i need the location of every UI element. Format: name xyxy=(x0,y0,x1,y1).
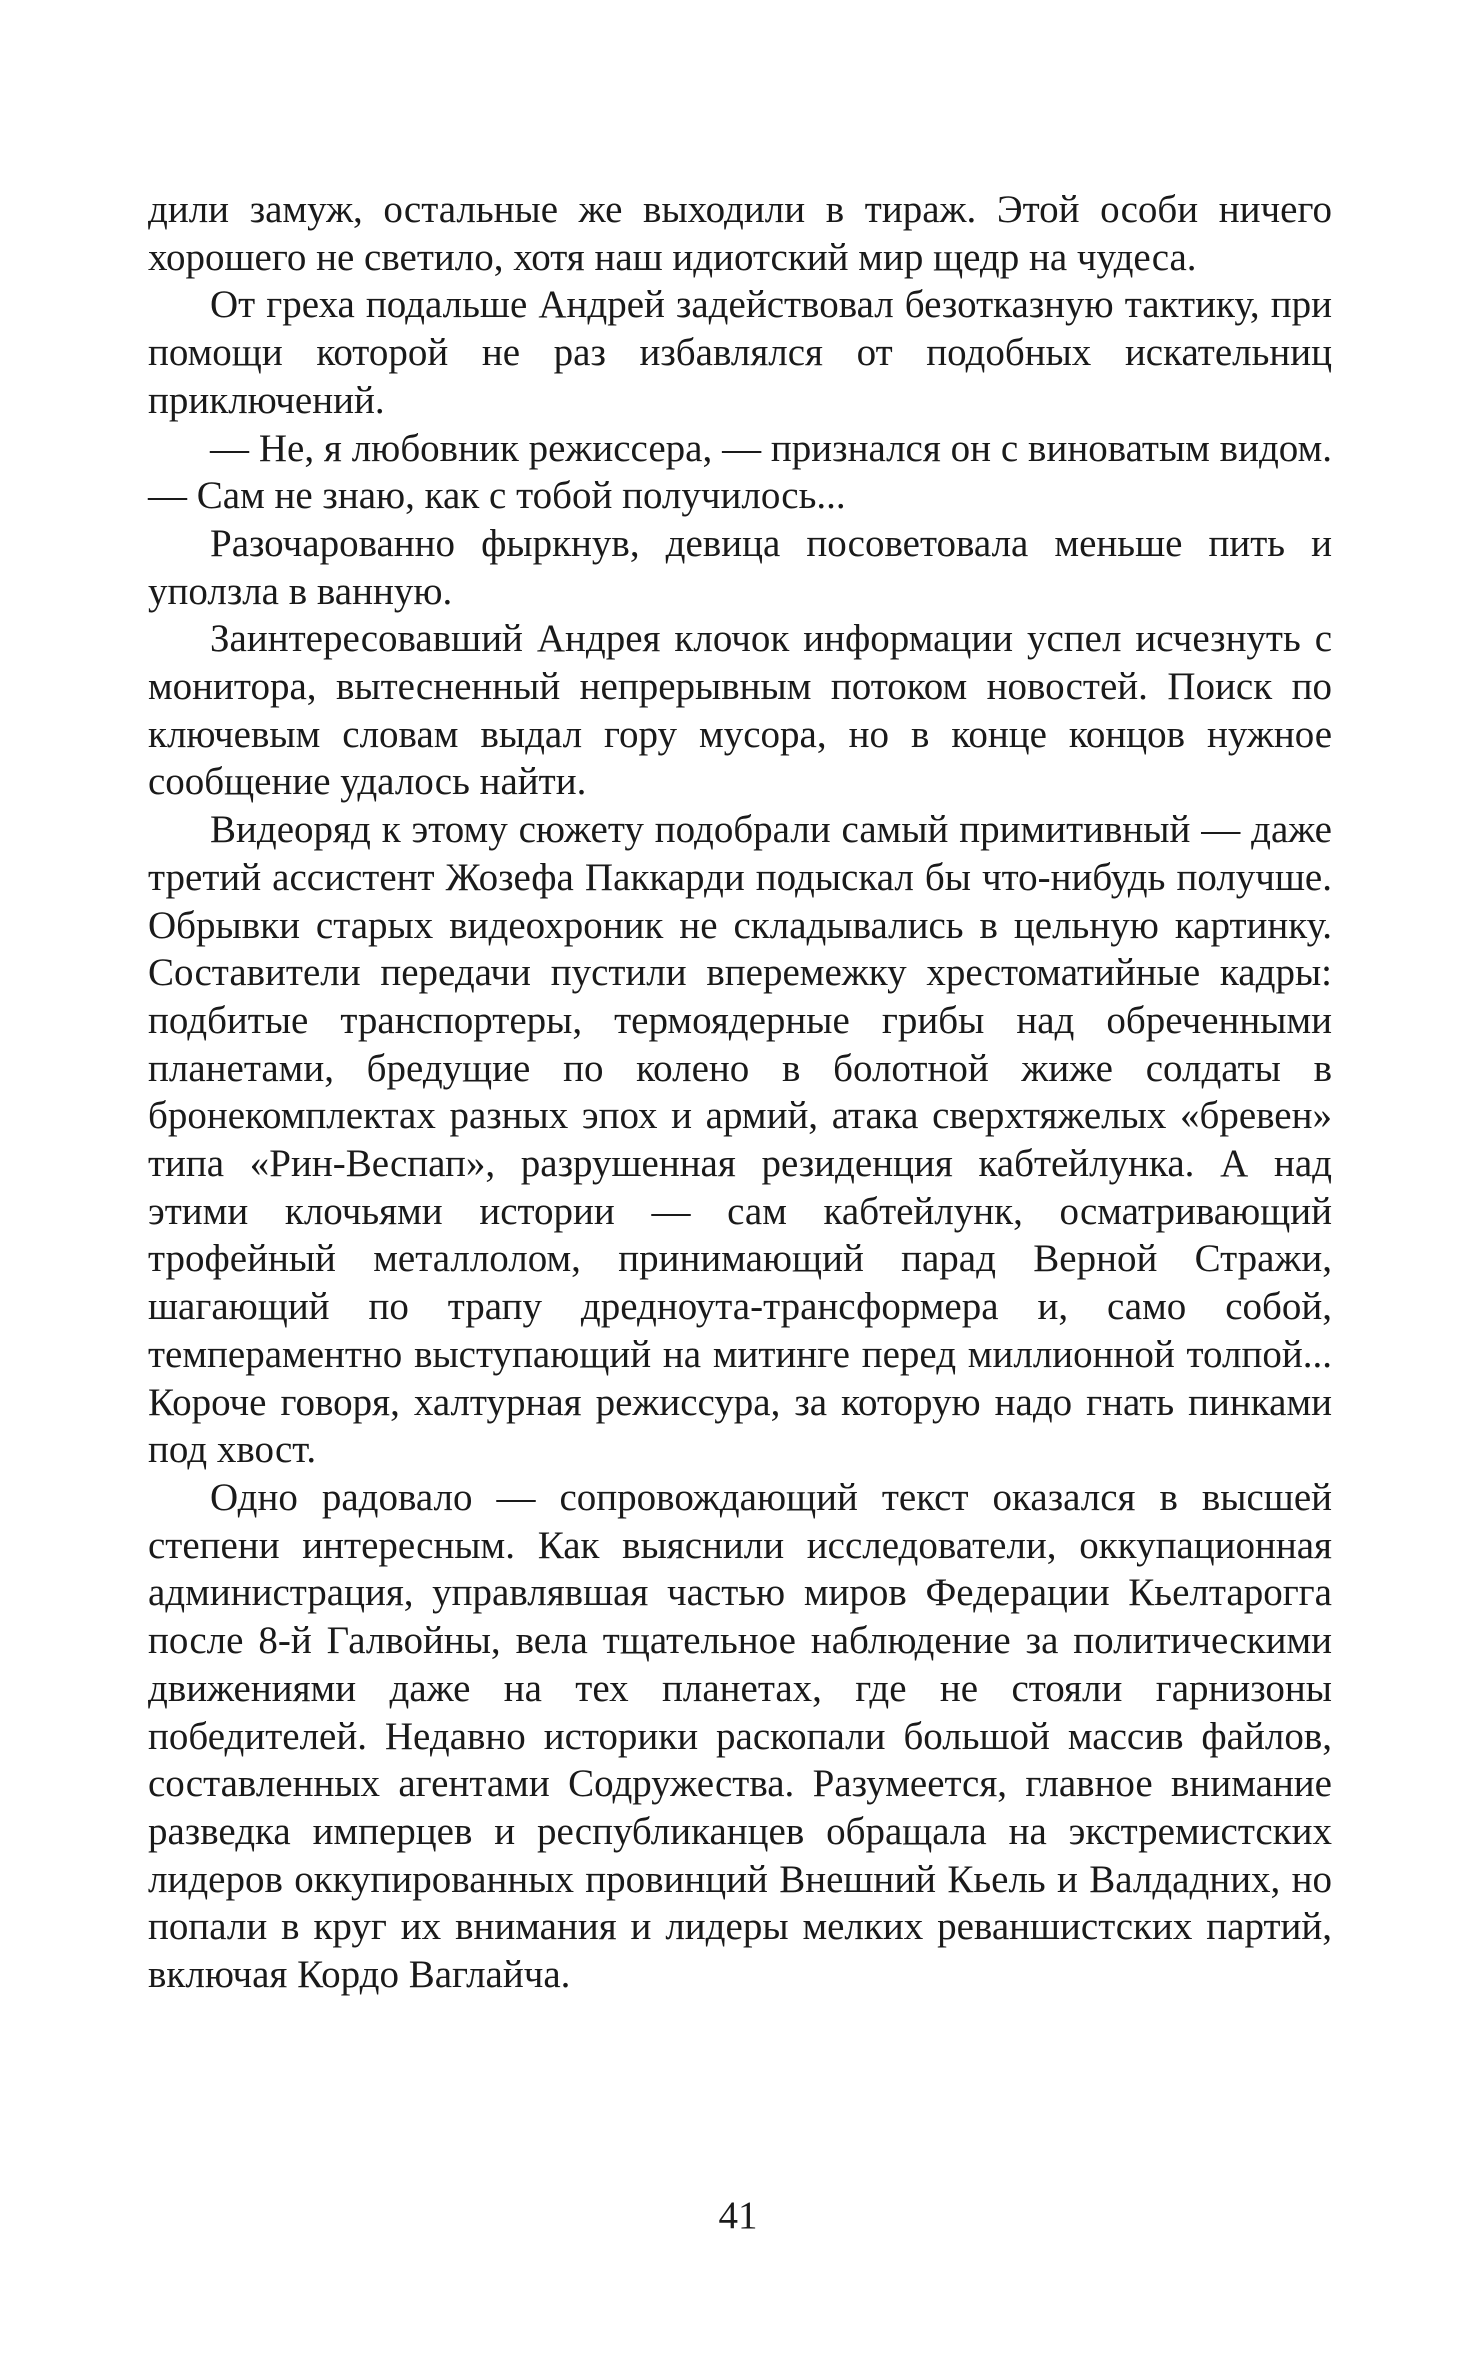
body-text xyxy=(148,186,1332,1999)
paragraph-2: От греха подальше Андрей задействовал безотказную тактику, при помощи которой не раз избавлялся от подобных искательниц приключений. xyxy=(148,283,1332,422)
paragraph-3: — Не, я любовник режиссера, — признался он с виноватым видом. — Сам не знаю, как с тобой получилось... xyxy=(148,426,1332,518)
paragraph-7: Одно радовало — сопровождающий текст оказался в высшей степени интересным. Как выяснили исследователи, оккупационная администрация, управлявшая частью миров Федерации Кьелтарогга после 8-й Галвойны, вела тщательное наблюдение за политическими движениями даже на тех планетах, где не стояли гарнизоны победителей. Недавно историки раскопали большой массив файлов, составленных агентами Содружества. Разумеется, главное внимание разведка имперцев и республиканцев обращала на экстремистских лидеров оккупированных провинций Внешний Кьель и Валдадних, но попали в круг их внимания и лидеры мелких реваншистских партий, включая Кордо Ваглайча. xyxy=(148,1475,1332,1997)
paragraph-4: Разочарованно фыркнув, девица посоветовала меньше пить и уползла в ванную. xyxy=(148,521,1332,613)
page-number: 41 xyxy=(718,2194,758,2237)
paragraph-6: Видеоряд к этому сюжету подобрали самый примитивный — даже третий ассистент Жозефа Паккарди подыскал бы что-нибудь получше. Обрывки старых видеохроник не складывались в цельную картинку. Составители передачи пустили вперемежку хрестоматийные кадры: подбитые транспортеры, термоядерные грибы над обреченными планетами, бредущие по колено в болотной жиже солдаты в бронекомплектах разных эпох и армий, атака сверхтяжелых «бревен» типа «Рин-Веспап», разрушенная резиденция кабтейлунка. А над этими клочьями истории — сам кабтейлунк, осматривающий трофейный металлолом, принимающий парад Верной Стражи, шагающий по трапу дредноута-трансформера и, само собой, темпераментно выступающий на митинге перед миллионной толпой... Короче говоря, халтурная режиссура, за которую надо гнать пинками под хвост. xyxy=(148,808,1332,1472)
paragraph-5: Заинтересовавший Андрея клочок информации успел исчезнуть с монитора, вытесненный непрерывным потоком новостей. Поиск по ключевым словам выдал гору мусора, но в конце концов нужное сообщение удалось найти. xyxy=(148,617,1332,804)
paragraph-1: дили замуж, остальные же выходили в тираж. Этой особи ничего хорошего не светило, хотя наш идиотский мир щедр на чудеса. xyxy=(148,188,1332,279)
